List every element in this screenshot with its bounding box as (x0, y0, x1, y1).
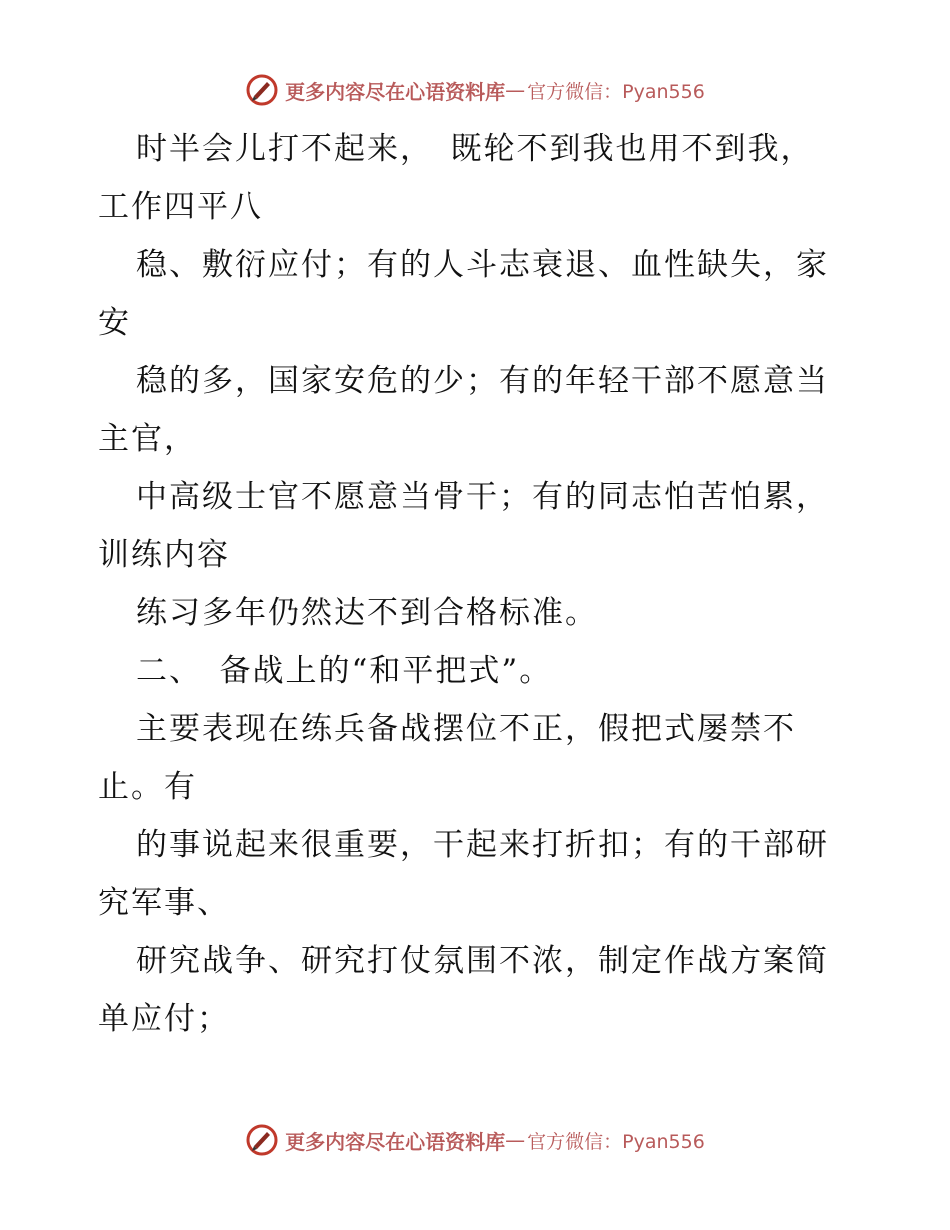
text-line: 稳、敷衍应付；有的人斗志衰退、血性缺失，家 (136, 247, 829, 283)
pen-seal-logo-icon (245, 73, 279, 107)
header-banner (0, 70, 950, 110)
banner-wechat: 官方微信：Pyan556 (527, 1130, 705, 1153)
text-line: 主要表现在练兵备战摆位不正，假把式屡禁不 (136, 711, 796, 747)
footer-banner (0, 1120, 950, 1160)
text-line: 止。有 (98, 769, 197, 805)
text-line: 训练内容 (98, 537, 230, 573)
pen-seal-logo-icon (245, 1123, 279, 1157)
text-line: 稳的多，国家安危的少；有的年轻干部不愿意当 (136, 363, 829, 399)
text-line: 安 (98, 305, 131, 341)
text-line: 主官， (98, 421, 197, 457)
banner-slogan: 更多内容尽在心语资料库 (285, 79, 506, 104)
banner-dash: — (505, 1128, 526, 1152)
text-line: 工作四平八 (98, 189, 263, 225)
text-line: 时半会儿打不起来， 既轮不到我也用不到我， (136, 131, 814, 167)
text-line: 的事说起来很重要，干起来打折扣；有的干部研 (136, 827, 829, 863)
text-line: 究军事、 (98, 885, 230, 921)
section-heading: 二、 备战上的“和平把式”。 (136, 653, 553, 689)
banner-wechat: 官方微信：Pyan556 (527, 80, 705, 103)
text-line: 中高级士官不愿意当骨干；有的同志怕苦怕累， (136, 479, 829, 515)
banner-dash: — (505, 78, 526, 102)
text-line: 练习多年仍然达不到合格标准。 (136, 595, 598, 631)
text-line: 研究战争、研究打仗氛围不浓，制定作战方案简 (136, 943, 829, 979)
banner-slogan: 更多内容尽在心语资料库 (285, 1129, 506, 1154)
text-line: 单应付； (98, 1001, 230, 1037)
document-body (98, 120, 858, 1048)
